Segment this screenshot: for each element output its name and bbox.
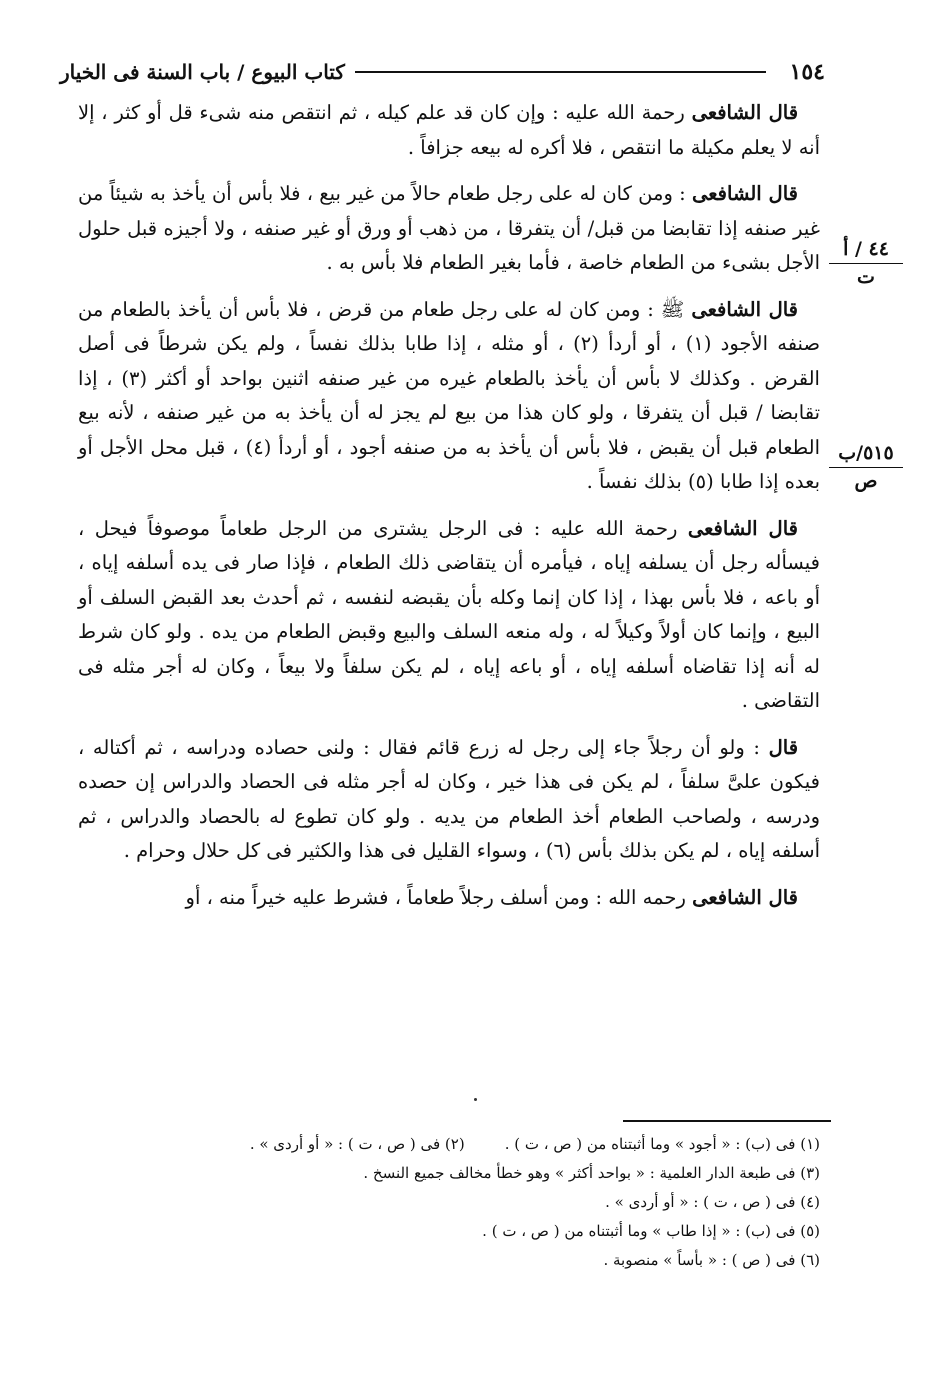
paragraph — [78, 881, 820, 916]
paragraph-text: ﷺ : ومن كان له على رجل طعام من قرض ، فلا بأس أن يأخذ بالطعام من صنفه الأجود (١) ، أو أردأ (٢) ، أو مثله ، إذا طابا بذلك نفساً ، ولم يكن شرطاً فى أصل القرض . وكذلك لا بأس أن يأخذ بالطعام غيره من غير صنفه اثنين بواحد أو أكثر (٣) ، إذا تقابضا / قبل أن يتفرقا ، ولو كان هذا من بيع لم يجز له أن يأخذ به من غير صنفه ، لأنه بيع الطعام قبل أن يقبض ، فلا بأس أن يأخذ به من صنفه أجود ، أو أردأ (٤) ، قبل محل الأجل أو بعده إذا طابا (٥) بذلك نفساً . — [78, 297, 820, 493]
page-header — [60, 52, 825, 92]
footnote-3: (٣) فى طبعة الدار العلمية : « بواحد أكثر » وهو خطأ مخالف جميع النسخ . — [363, 1164, 820, 1182]
footnote-4: (٤) فى ( ص ، ت ) : « أو أردى » . — [605, 1193, 820, 1211]
paragraph — [78, 731, 820, 869]
paragraph-text: رحمة الله عليه : فى الرجل يشترى من الرجل طعاماً موصوفاً فيحل ، فيسأله رجل أن يسلفه إياه ، فيأمره أن يتقاضى ذلك الطعام ، فإذا صار فى يده أسلفه إياه ، أو باعه ، فلا بأس بهذا ، إذا كان إنما وكله بأن يقبضه لنفسه ، ثم أحدث بعد القبض السلف أو البيع ، وإنما كان أولاً وكيلاً له ، وله منعه السلف والبيع وقبض الطعام من يده . ولو كان شرط له أنه إذا تقاضاه أسلفه إياه ، أو باعه إياه ، لم يكن سلفاً ولا بيعاً ، وكان له أجر مثله فى التقاضى . — [78, 516, 821, 712]
paragraph — [78, 96, 820, 165]
paragraph — [78, 512, 820, 719]
margin-note-manuscript: ت — [857, 266, 875, 288]
footnote-1: (١) فى (ب) : « أجود » وما أثبتناه من ( ص ، ت ) . — [504, 1135, 820, 1153]
print-speck — [474, 1098, 477, 1101]
paragraph-text: رحمة الله عليه : وإن كان قد علم كيله ، ثم انتقص منه شىء قل أو كثر ، إلا أنه لا يعلم مكيلة ما انتقص ، فلا أكره له بيعه جزافاً . — [78, 101, 820, 159]
paragraph — [78, 177, 820, 281]
margin-note-folio: ٥١٥/ب — [829, 440, 903, 468]
footnote-row — [100, 1130, 820, 1159]
speaker-label: قال الشافعى — [691, 101, 799, 124]
paragraph-text: رحمه الله : ومن أسلف رجلاً طعاماً ، فشرط عليه خيراً منه ، أو — [185, 885, 686, 909]
footnote-6: (٦) فى ( ص ) : « بأساً » منصوبة . — [603, 1251, 820, 1269]
footnotes — [100, 1130, 820, 1275]
footnote-2: (٢) فى ( ص ، ت ) : « أو أردى » . — [249, 1135, 465, 1153]
paragraph-text: : ولو أن رجلاً جاء إلى رجل له زرع قائم فقال : ولنى حصاده ودراسه ، ثم أكتاله ، فيكون علىَّ سلفاً ، لم يكن فى هذا خير ، وكان له أجر مثله فى الحصاد والدراس إن حصده ودرسه ، ولصاحب الطعام أخذ الطعام من يديه . ولو كان تطوع له بالحصاد والدراس ، ثم أسلفه إياه ، لم يكن بذلك بأس (٦) ، وسواء القليل فى هذا والكثير فى كل حلال وحرام . — [78, 735, 820, 862]
speaker-label: قال الشافعى — [692, 885, 798, 909]
main-text — [78, 96, 820, 927]
margin-note-manuscript: ص — [854, 470, 878, 492]
speaker-label: قال الشافعى — [691, 297, 798, 321]
speaker-label: قال الشافعى — [692, 182, 798, 205]
footnote-5: (٥) فى (ب) : « إذا طاب » وما أثبتناه من ( ص ، ت ) . — [482, 1222, 820, 1240]
margin-note-folio-1 — [829, 236, 903, 290]
paragraph — [78, 293, 820, 500]
speaker-label: قال — [768, 735, 799, 759]
margin-note-folio-2 — [829, 440, 903, 494]
footnote-rule — [623, 1120, 831, 1122]
header-rule — [355, 71, 766, 73]
page-number: ١٥٤ — [789, 59, 825, 85]
speaker-label: قال الشافعى — [687, 516, 798, 540]
running-title: كتاب البيوع / باب السنة فى الخيار — [60, 60, 345, 84]
margin-note-folio: ٤٤ / أ — [829, 236, 903, 264]
paragraph-text: : ومن كان له على رجل طعام حالاً من غير بيع ، فلا بأس أن يأخذ به شيئاً من غير صنفه إذا تقابضا من قبل/ أن يتفرقا ، من ذهب أو ورق أو غير صنفه ، ولا أجيزه قبل حلول الأجل بشىء من الطعام خاصة ، فأما بغير الطعام فلا بأس به . — [78, 182, 820, 274]
